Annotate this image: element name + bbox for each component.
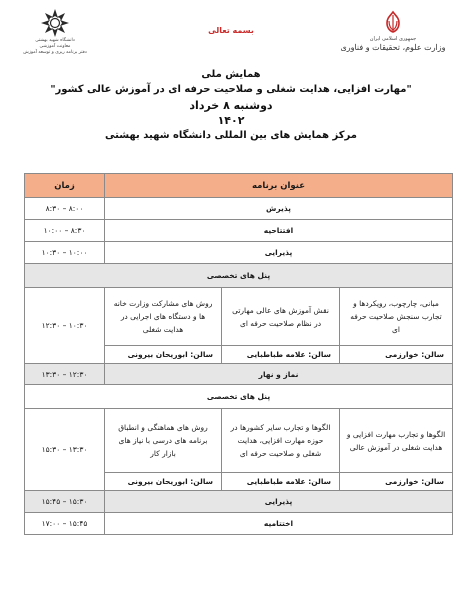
panel-topic: الگوها و تجارب سایر کشورها در حوزه مهارت افزایی، هدایت شغلی و صلاحیت حرفه ای xyxy=(222,409,340,473)
ministry-name: وزارت علوم، تحقیقات و فناوری xyxy=(340,43,446,52)
hall-label: سالن: ابوریحان بیرونی xyxy=(105,346,222,364)
section-row xyxy=(25,385,453,409)
university-line: دفتر برنامه ریزی و توسعه آموزش xyxy=(23,50,87,55)
conference-kind: همایش ملی xyxy=(201,69,261,80)
program-table xyxy=(24,173,453,535)
panel-topic: نقش آموزش های عالی مهارتی در نظام صلاحیت حرفه ای xyxy=(222,288,340,346)
event-title: اختتامیه xyxy=(105,513,453,535)
conference-year: ۱۴۰۲ xyxy=(217,114,245,127)
table-row xyxy=(25,242,453,264)
conference-title-block xyxy=(40,68,422,144)
section-title: پنل های تخصصی xyxy=(25,385,453,409)
panel-topic: مبانی، چارچوب، رویکردها و تجارب سنجش صلاحیت حرفه ای xyxy=(340,288,453,346)
table-row xyxy=(25,198,453,220)
event-time: ۱۲:۳۰ – ۱۰:۳۰ xyxy=(25,288,105,364)
hall-label: سالن: خوارزمی xyxy=(340,473,453,491)
table-row xyxy=(25,288,453,346)
table-row xyxy=(25,513,453,535)
event-time: ۱۳:۳۰ – ۱۲:۳۰ xyxy=(25,364,105,385)
hall-label: سالن: علامه طباطبایی xyxy=(222,473,340,491)
conference-name: "مهارت افزایی، هدایت شغلی و صلاحیت حرفه ای در آموزش عالی کشور" xyxy=(50,84,412,95)
event-title: افتتاحیه xyxy=(105,220,453,242)
hall-label: سالن: خوارزمی xyxy=(340,346,453,364)
event-time: ۱۰:۰۰ – ۸:۳۰ xyxy=(25,220,105,242)
table-row xyxy=(25,364,453,385)
table-header-row xyxy=(25,174,453,198)
hall-label: سالن: علامه طباطبایی xyxy=(222,346,340,364)
conference-venue: مرکز همایش های بین المللی دانشگاه شهید بهشتی xyxy=(105,130,357,141)
section-title: پنل های تخصصی xyxy=(25,264,453,288)
ministry-small-text: جمهوری اسلامی ایران xyxy=(369,36,417,42)
event-time: ۱۰:۳۰ – ۱۰:۰۰ xyxy=(25,242,105,264)
section-row xyxy=(25,264,453,288)
table-row xyxy=(25,491,453,513)
event-title: پذیرایی xyxy=(105,242,453,264)
event-title: پذیرش xyxy=(105,198,453,220)
panel-topic: الگوها و تجارب مهارت افزایی و هدایت شغلی در آموزش عالی xyxy=(340,409,453,473)
header-program: عنوان برنامه xyxy=(105,174,453,198)
conference-date: دوشنبه ۸ خرداد xyxy=(189,99,273,112)
event-title: پذیرایی xyxy=(105,491,453,513)
event-title: نماز و نهار xyxy=(105,364,453,385)
panel-topic: روش های مشارکت وزارت خانه ها و دستگاه های اجرایی در هدایت شغلی xyxy=(105,288,222,346)
event-time: ۱۷:۰۰ – ۱۵:۴۵ xyxy=(25,513,105,535)
event-time: ۱۵:۴۵ – ۱۵:۳۰ xyxy=(25,491,105,513)
hall-label: سالن: ابوریحان بیرونی xyxy=(105,473,222,491)
basmala-heading: بسمه تعالی xyxy=(208,26,254,35)
university-line: معاونت آموزشی xyxy=(39,44,71,49)
table-row xyxy=(25,409,453,473)
university-line: دانشگاه شهید بهشتی xyxy=(35,38,75,43)
panel-topic: روش های هماهنگی و انطباق برنامه های درسی با نیاز های بازار کار xyxy=(105,409,222,473)
event-time: ۸:۳۰ – ۸:۰۰ xyxy=(25,198,105,220)
header-time: زمان xyxy=(25,174,105,198)
event-time: ۱۵:۳۰ – ۱۳:۳۰ xyxy=(25,409,105,491)
table-row xyxy=(25,220,453,242)
